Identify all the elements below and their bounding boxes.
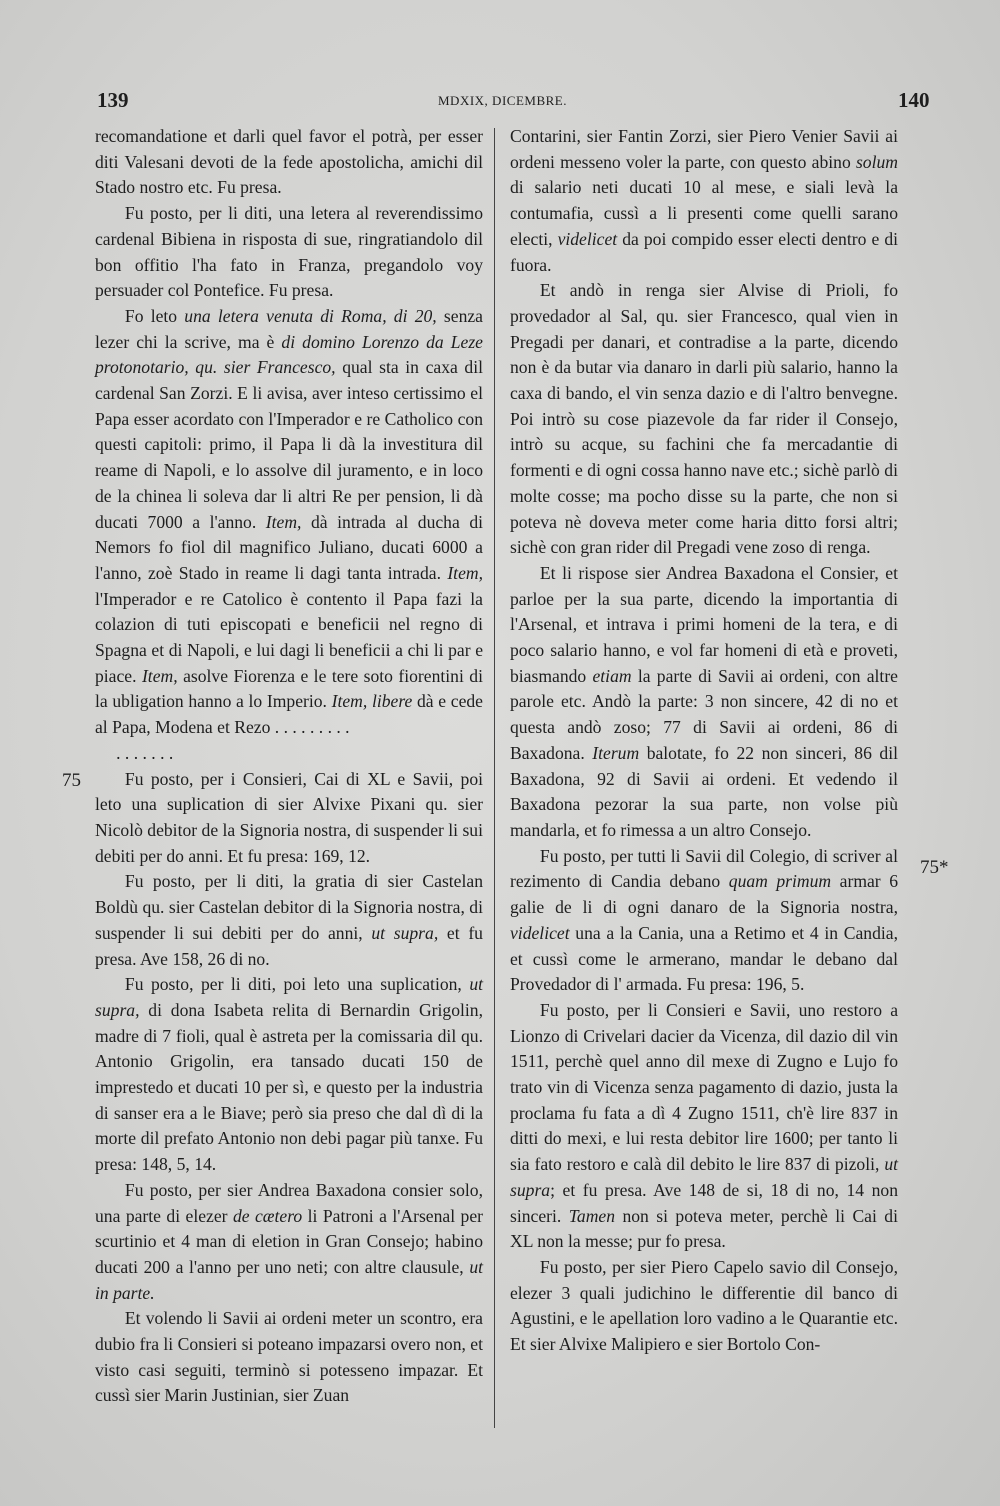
right-page-number: 140 xyxy=(898,88,930,112)
paragraph: Fu posto, per li Consieri e Savii, uno restoro a Lionzo di Crivelari dacier da Vicenza, dil dazio dil vin 1511, perchè quel anno dil mexe di Zugno e Lujo fo trato vin di Vicenza senza pagamento di dazio, justa la proclama fu fata a dì 4 Zugno 1511, ch'è lire 837 in ditti do mexi, e lui resta debitor lire 1600; per tanto li sia fato restoro e calà dil debito le lire 837 di pizoli, ut supra; et fu presa. Ave 148 de si, 18 di no, 14 non sinceri. Tamen non si poteva meter, perchè li Cai di XL non la messe; pur fo presa. xyxy=(510,999,898,1252)
paragraph: Contarini, sier Fantin Zorzi, sier Piero Venier Savii ai ordeni messeno voler la parte, con questo abino solum di salario neti ducati 10 al mese, e siali levà la contumafia, cussì a li presenti come quelli sarano electi, videlicet da poi compido esser electi dentro e di fuora. xyxy=(510,126,899,275)
ellipsis-line: . . . . . . . xyxy=(116,742,174,763)
paragraph: Fu posto, per sier Andrea Baxadona consier solo, una parte di elezer de cætero li Patroni a l'Arsenal per scurtinio et 4 man di eletion in Gran Consejo; habino ducati 200 a l'anno per uno neti; con altre clausule, ut in parte. xyxy=(95,1179,483,1303)
right-column xyxy=(510,124,898,1358)
paragraph: Fu posto, per li diti, una letera al reverendissimo cardenal Bibiena in risposta di sue, ringratiandolo dil bon offitio l'ha fato in Franza, pregandolo voy persuader col Pontefice. Fu presa. xyxy=(95,203,483,301)
left-column xyxy=(95,124,483,1409)
paragraph: Fu posto, per li diti, poi leto una suplication, ut supra, di dona Isabeta relita di Bernardin Grigolin, madre di 7 fioli, qual è astreta per la comissaria dil qu. Antonio Grigolin, era tansado ducati 150 de imprestedo et ducati 10 per sì, e questo per la industria di sanser era a le Biave; però sia preso che dal dì di la morte dil prefato Antonio non debi pagar più tanxe. Fu presa: 148, 5, 14. xyxy=(95,974,483,1175)
right-margin-number: 75* xyxy=(920,857,949,878)
left-margin-number: 75 xyxy=(62,770,81,791)
running-title: MDXIX, DICEMBRE. xyxy=(438,93,567,108)
paragraph: Fo leto una letera venuta di Roma, di 20, senza lezer chi la scrive, ma è di domino Lorenzo da Leze protonotario, qu. sier Francesco, qual sta in caxa dil cardenal San Zorzi. E li avisa, aver inteso certissimo el Papa esser acordato con l'Imperador e re Catholico con questi capitoli: primo, il Papa li dà la investitura dil reame di Napoli, e lo assolve dil juramento, e in loco de la chinea li soleva dar li altri Re per pension, li dà ducati 7000 a l'anno. Item, dà intrada al ducha di Nemors fo fiol dil magnifico Juliano, ducati 6000 a l'anno, zoè Stado in reame li dagi tanta intrada. Item, l'Imperador e re Catolico è contento il Papa fazi la colazion di tuti episcopati e beneficii nel regno di Spagna et di Napoli, e lui dagi li beneficii a chi li par e piace. Item, asolve Fiorenza e le tere soto fiorentini di la ubligation hanno a lo Imperio. Item, libere dà e cede al Papa, Modena et Rezo . . . . . . . . . xyxy=(95,305,483,738)
column-divider xyxy=(494,128,495,1428)
paragraph: Et volendo li Savii ai ordeni meter un scontro, era dubio fra li Consieri si poteano impazarsi overo non, et visto casi seguiti, terminò si potesseno impazar. Et cussì sier Marin Justinian, sier Zuan xyxy=(95,1308,483,1406)
paragraph: Fu posto, per li diti, la gratia di sier Castelan Boldù qu. sier Castelan debitor di la Signoria nostra, di suspender li sui debiti per do anni, ut supra, et fu presa. Ave 158, 26 di no. xyxy=(95,871,483,969)
paragraph: recomandatione et darli quel favor el potrà, per esser diti Valesani devoti de la fede apostolicha, amichi dil Stado nostro etc. Fu presa. xyxy=(95,126,483,198)
left-page-number: 139 xyxy=(97,88,129,112)
paragraph: Et li rispose sier Andrea Baxadona el Consier, et parloe per la sua parte, dicendo la importantia di l'Arsenal, et intrava i primi homeni de la tera, e di poco salario hanno, e vol far homeni di età e proveti, biasmando etiam la parte di Savii ai ordeni, con altre parole etc. Andò la parte: 3 non sincere, 42 di no et questa andò zoso; 77 di Savii ai ordeni, 86 di Baxadona. Iterum balotate, fo 22 non sinceri, 86 dil Baxadona, 92 di Savii ai ordeni. Et vedendo il Baxadona pezorar la sua parte, non volse più mandarla, et fo rimessa a un altro Consejo. xyxy=(510,562,898,840)
paragraph: Fu posto, per tutti li Savii dil Colegio, di scriver al rezimento di Candia debano quam primum armar 6 galie de li di ogni danaro de la Signoria nostra, videlicet una a la Cania, una a Retimo et 4 in Candia, et cussì come le armerano, mandar le debano dal Provedador di l' armada. Fu presa: 196, 5. xyxy=(510,845,898,995)
paragraph: Fu posto, per sier Piero Capelo savio dil Consejo, elezer 3 quali judichino le differentie dil banco di Agustini, e le apellation loro vadino a le Quarantie etc. Et sier Alvixe Malipiero e sier Bortolo Con- xyxy=(510,1256,898,1355)
paragraph: Et andò in renga sier Alvise di Prioli, fo provedador al Sal, qu. sier Francesco, qual vien in Pregadi per danari, et contradise a la parte, dicendo non è da butar via danaro in darli più salario, hanno la caxa di bando, el vin senza dazio e di l'altro benvegne. Poi intrò su cose piazevole da far rider il Consejo, intrò su acque, su fachini che fa mercadantie di formenti e di ogni cossa hanno nave etc.; sichè parlò di molte cosse; ma pocho disse su la parte, che non si poteva nè doveva meter come haria ditto forsi altri; sichè con gran rider dil Pregadi vene zoso di renga. xyxy=(510,280,898,558)
page-header xyxy=(0,88,1000,118)
paragraph: Fu posto, per i Consieri, Cai di XL e Savii, poi leto una suplication di sier Alvixe Pixani qu. sier Nicolò debitor de la Signoria nostra, di suspender li sui debiti per do anni. Et fu presa: 169, 12. xyxy=(95,768,483,866)
